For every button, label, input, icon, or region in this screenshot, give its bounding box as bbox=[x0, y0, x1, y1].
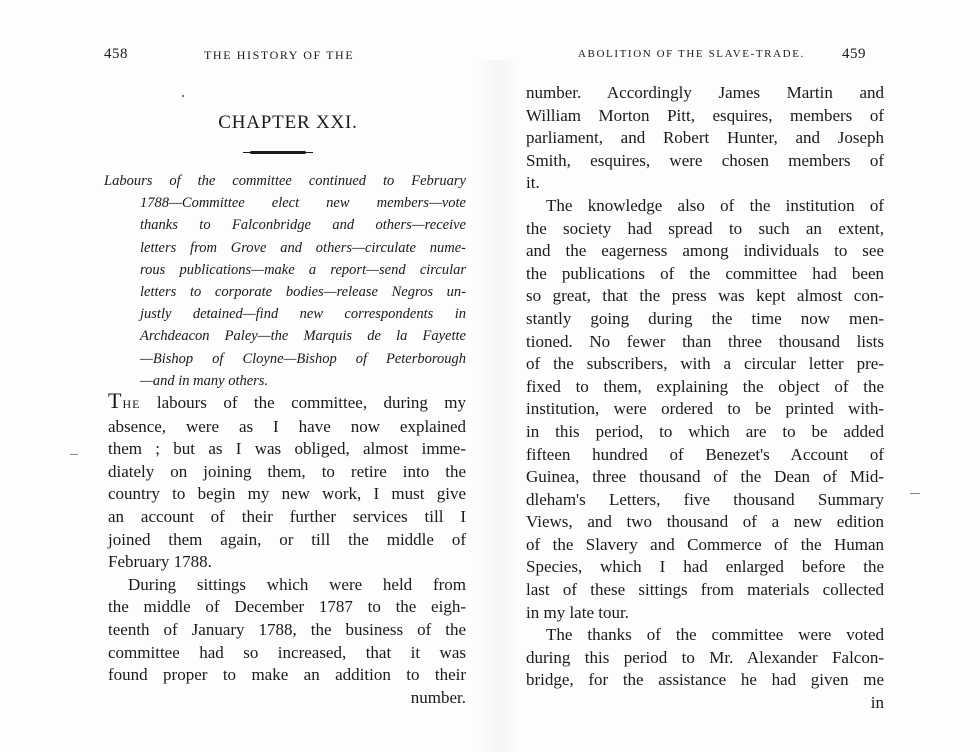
text-line: parliament, and Robert Hunter, and Joseph bbox=[526, 128, 884, 148]
text-line: number. Accordingly James Martin and bbox=[526, 83, 884, 102]
summary-line: letters from Grove and others—circulate nume- bbox=[140, 239, 466, 256]
text-line: joined them again, or till the middle of bbox=[108, 529, 466, 549]
text-line: it. bbox=[526, 173, 540, 193]
text-line: committee had so increased, that it was bbox=[108, 642, 466, 662]
summary-line: —Bishop of Cloyne—Bishop of Peterborough bbox=[140, 350, 466, 367]
text-line: of the subscribers, with a circular letter pre- bbox=[526, 354, 884, 374]
text-line: diately on joining them, to retire into the bbox=[108, 461, 466, 481]
text-line: and the eagerness among individuals to see bbox=[526, 241, 884, 261]
text-line: institution, were ordered to be printed with- bbox=[526, 399, 884, 419]
text-line: during this period to Mr. Alexander Falcon- bbox=[526, 647, 884, 667]
right-body-text bbox=[526, 82, 884, 715]
text-line: The knowledge also of the institution of bbox=[546, 195, 884, 215]
chapter-summary bbox=[104, 170, 466, 392]
left-page-number: 458 bbox=[104, 46, 128, 62]
margin-mark bbox=[70, 454, 78, 455]
chapter-title: CHAPTER XXI. bbox=[218, 112, 358, 133]
summary-line: —and in many others. bbox=[140, 372, 269, 389]
text-line: The thanks of the committee were voted bbox=[546, 625, 884, 645]
text-line: bridge, for the assistance he had given me bbox=[526, 670, 884, 690]
summary-line: 1788—Committee elect new members—vote bbox=[140, 195, 466, 212]
right-running-head: ABOLITION OF THE SLAVE-TRADE. bbox=[578, 48, 805, 60]
catchword: number. bbox=[410, 687, 466, 707]
text-line: absence, were as I have now explained bbox=[108, 416, 466, 436]
text-line: so great, that the press was kept almost con- bbox=[526, 286, 884, 306]
text-line: the middle of December 1787 to the eigh- bbox=[108, 597, 466, 617]
text-line: Smith, esquires, were chosen members of bbox=[526, 150, 884, 170]
text-line: tioned. No fewer than three thousand lists bbox=[526, 331, 884, 351]
text-line: country to begin my new work, I must give bbox=[108, 484, 466, 504]
small-caps: HE bbox=[122, 397, 141, 411]
summary-line: thanks to Falconbridge and others—receive bbox=[140, 217, 466, 234]
text-line: found proper to make an addition to their bbox=[108, 665, 466, 685]
ornament-rule bbox=[250, 151, 306, 154]
text-line: dleham's Letters, five thousand Summary bbox=[526, 489, 884, 509]
ornament-rule-right-tip bbox=[305, 152, 313, 153]
text-line: Species, which I had enlarged before the bbox=[526, 557, 884, 577]
text-line: During sittings which were held from bbox=[128, 574, 466, 594]
left-running-head: THE HISTORY OF THE bbox=[204, 48, 355, 62]
text-line: stantly going during the time now men- bbox=[526, 308, 884, 328]
text-line: the publications of the committee had been bbox=[526, 263, 884, 283]
text-line: in my late tour. bbox=[526, 602, 629, 622]
text-line: teenth of January 1788, the business of the bbox=[108, 619, 466, 639]
text-line: William Morton Pitt, esquires, members of bbox=[526, 105, 884, 125]
text-line: fifteen hundred of Benezet's Account of bbox=[526, 444, 884, 464]
summary-line: rous publications—make a report—send circular bbox=[140, 261, 466, 278]
text-line: in this period, to which are to be added bbox=[526, 421, 884, 441]
margin-mark bbox=[910, 493, 920, 494]
text-line: them ; but as I was obliged, almost imme- bbox=[108, 439, 466, 459]
right-page-number: 459 bbox=[842, 46, 866, 62]
summary-line: justly detained—find new correspondents in bbox=[140, 306, 466, 323]
left-body-text bbox=[108, 390, 466, 709]
right-page bbox=[490, 0, 980, 752]
text-line: fixed to them, explaining the object of the bbox=[526, 376, 884, 396]
summary-line: Labours of the committee continued to February bbox=[104, 173, 466, 189]
catchword: in bbox=[870, 693, 884, 713]
text-line: labours of the committee, during my bbox=[140, 393, 466, 412]
text-line: the society had spread to such an extent, bbox=[526, 218, 884, 238]
print-speck bbox=[182, 95, 184, 97]
text-line: of the Slavery and Commerce of the Human bbox=[526, 534, 884, 554]
text-line: an account of their further services till I bbox=[108, 506, 466, 526]
summary-line: Archdeacon Paley—the Marquis de la Fayette bbox=[140, 328, 466, 345]
summary-line: letters to corporate bodies—release Negros un- bbox=[140, 284, 466, 301]
text-line: last of these sittings from materials collected bbox=[526, 580, 884, 600]
paragraph-first-line bbox=[108, 390, 466, 416]
text-line: February 1788. bbox=[108, 552, 212, 572]
text-line: Guinea, three thousand of the Dean of Mid- bbox=[526, 467, 884, 487]
text-line: Views, and two thousand of a new edition bbox=[526, 512, 884, 532]
drop-cap: T bbox=[108, 388, 123, 413]
